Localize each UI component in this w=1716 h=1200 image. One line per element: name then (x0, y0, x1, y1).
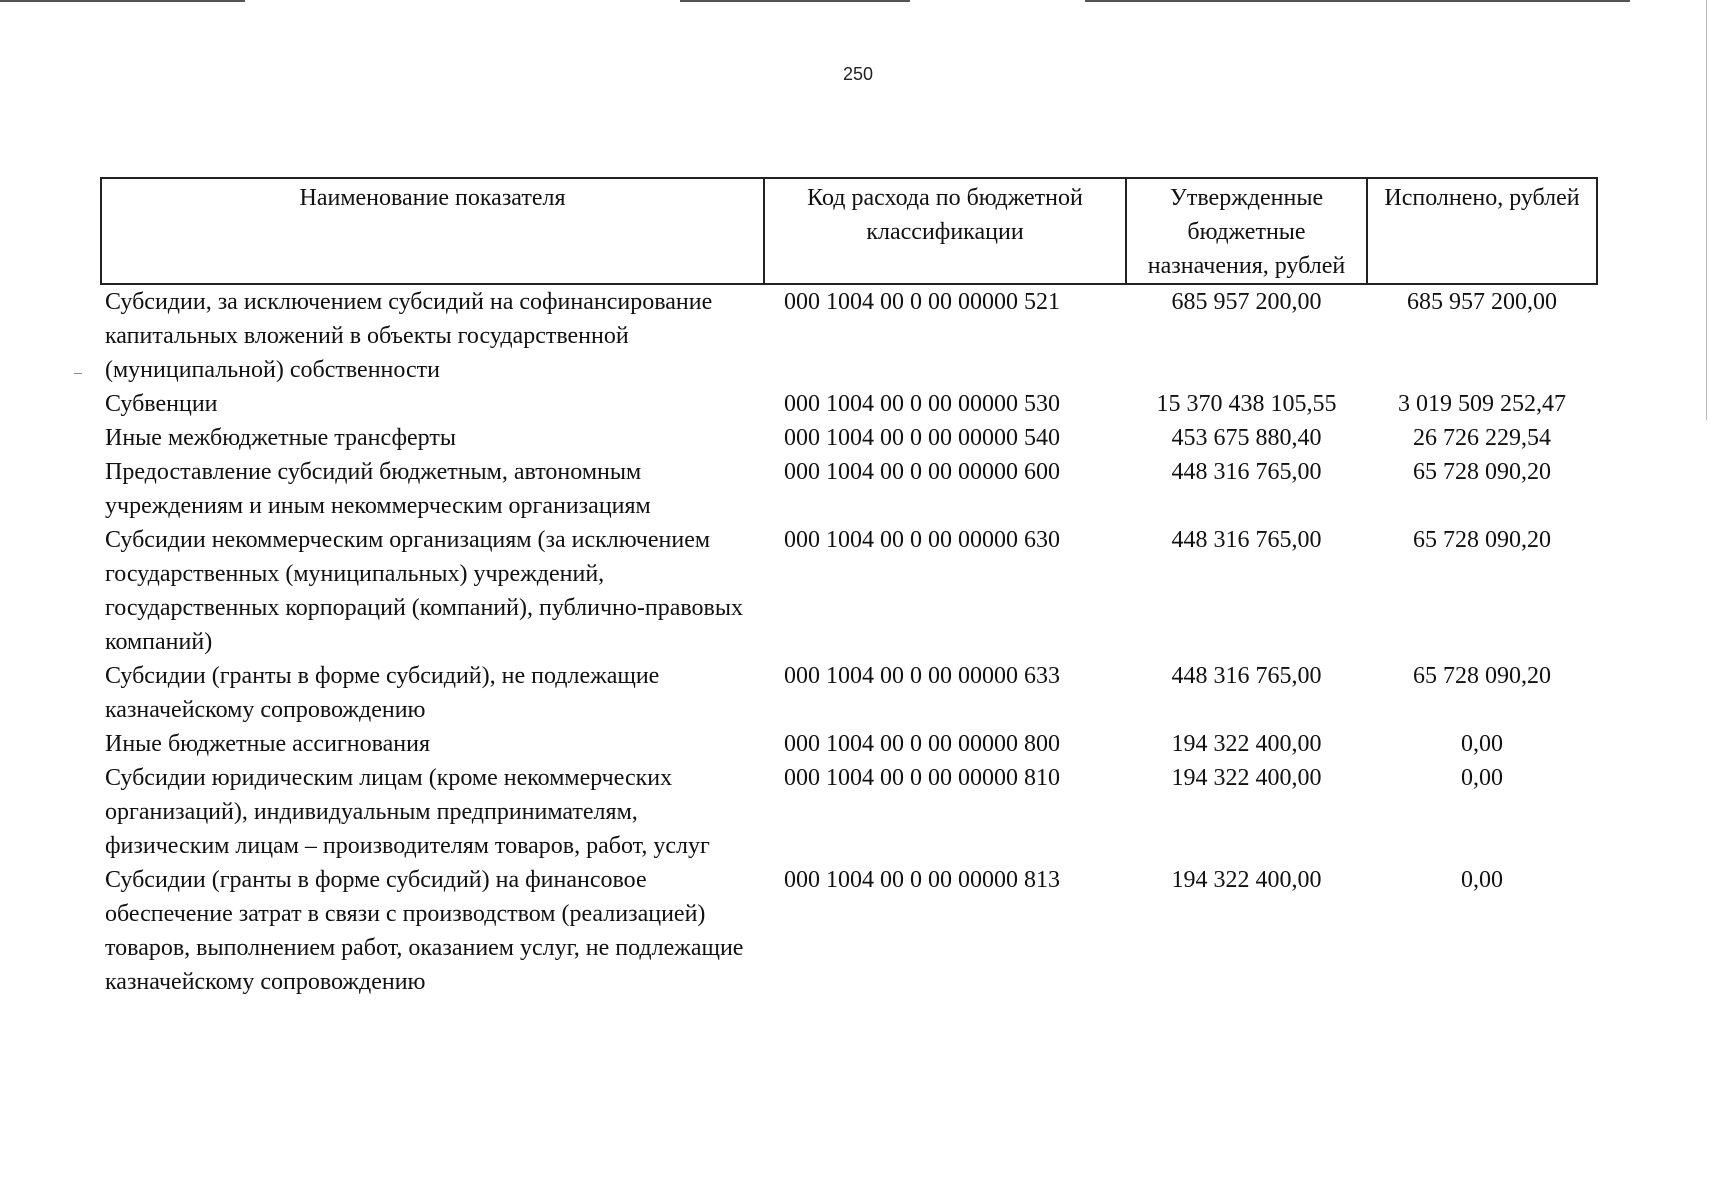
budget-table-container (100, 177, 1596, 999)
row-expense-code: 000 1004 00 0 00 00000 810 (784, 765, 1060, 791)
row-expense-code: 000 1004 00 0 00 00000 530 (784, 391, 1060, 417)
row-expense-code: 000 1004 00 0 00 00000 800 (784, 731, 1060, 757)
row-approved-amount: 194 322 400,00 (1171, 731, 1322, 757)
row-indicator-name: Субсидии некоммерческим организациям (за исключением государственных (муниципальных) учреждений, государственных корпораций (компаний), публично-правовых компаний) (105, 527, 743, 655)
row-expense-code: 000 1004 00 0 00 00000 630 (784, 527, 1060, 553)
row-approved-amount: 448 316 765,00 (1171, 663, 1322, 689)
row-indicator-name: Иные межбюджетные трансферты (105, 425, 456, 451)
margin-mark-right (1706, 0, 1707, 420)
header-approved-budget: Утвержденные бюджетные назначения, рублей (1126, 178, 1367, 284)
table-row (101, 387, 1597, 421)
row-executed-amount: 685 957 200,00 (1407, 289, 1557, 315)
row-expense-code: 000 1004 00 0 00 00000 633 (784, 663, 1060, 689)
table-row (101, 761, 1597, 863)
row-executed-amount: 65 728 090,20 (1413, 459, 1551, 485)
row-indicator-name: Субсидии, за исключением субсидий на софинансирование капитальных вложений в объекты государственной (муниципальной) собственности (105, 289, 713, 383)
row-expense-code: 000 1004 00 0 00 00000 540 (784, 425, 1060, 451)
row-executed-amount: 3 019 509 252,47 (1398, 391, 1566, 417)
row-indicator-name: Иные бюджетные ассигнования (105, 731, 430, 757)
row-executed-amount: 0,00 (1461, 765, 1503, 791)
row-executed-amount: 26 726 229,54 (1413, 425, 1551, 451)
row-approved-amount: 194 322 400,00 (1171, 765, 1322, 791)
row-approved-amount: 448 316 765,00 (1171, 527, 1322, 553)
budget-execution-table (100, 177, 1598, 999)
scan-edge-line-left (0, 0, 245, 2)
scan-edge-line-right (1085, 0, 1630, 2)
scan-edge-line-middle (680, 0, 910, 2)
table-header (101, 178, 1597, 284)
table-row (101, 455, 1597, 523)
table-row (101, 863, 1597, 999)
header-executed: Исполнено, рублей (1367, 178, 1597, 284)
table-row (101, 421, 1597, 455)
row-indicator-name: Субвенции (105, 391, 218, 417)
row-indicator-name: Субсидии (гранты в форме субсидий) на финансовое обеспечение затрат в связи с производством (реализацией) товаров, выполнением работ, оказанием услуг, не подлежащие казначейскому сопровождению (105, 867, 744, 995)
row-expense-code: 000 1004 00 0 00 00000 600 (784, 459, 1060, 485)
header-expense-code: Код расхода по бюджетной классификации (764, 178, 1126, 284)
row-executed-amount: 0,00 (1461, 867, 1503, 893)
row-approved-amount: 15 370 438 105,55 (1156, 391, 1337, 417)
page-number: 250 (842, 64, 874, 84)
table-row (101, 727, 1597, 761)
row-approved-amount: 453 675 880,40 (1171, 425, 1322, 451)
row-indicator-name: Субсидии юридическим лицам (кроме некоммерческих организаций), индивидуальным предпринимателям, физическим лицам – производителям товаров, работ, услуг (105, 765, 710, 859)
row-expense-code: 000 1004 00 0 00 00000 813 (784, 867, 1060, 893)
row-indicator-name: Субсидии (гранты в форме субсидий), не подлежащие казначейскому сопровождению (105, 663, 660, 723)
row-indicator-name: Предоставление субсидий бюджетным, автономным учреждениям и иным некоммерческим организациям (105, 459, 651, 519)
margin-mark-left (74, 373, 82, 374)
table-row (101, 284, 1597, 387)
row-executed-amount: 0,00 (1461, 731, 1503, 757)
table-row (101, 523, 1597, 659)
header-indicator-name: Наименование показателя (101, 178, 764, 284)
header-row (101, 178, 1597, 284)
table-body (101, 284, 1597, 999)
row-approved-amount: 194 322 400,00 (1171, 867, 1322, 893)
row-executed-amount: 65 728 090,20 (1413, 527, 1551, 553)
row-approved-amount: 685 957 200,00 (1171, 289, 1322, 315)
row-expense-code: 000 1004 00 0 00 00000 521 (784, 289, 1060, 315)
table-row (101, 659, 1597, 727)
row-approved-amount: 448 316 765,00 (1171, 459, 1322, 485)
row-executed-amount: 65 728 090,20 (1413, 663, 1551, 689)
